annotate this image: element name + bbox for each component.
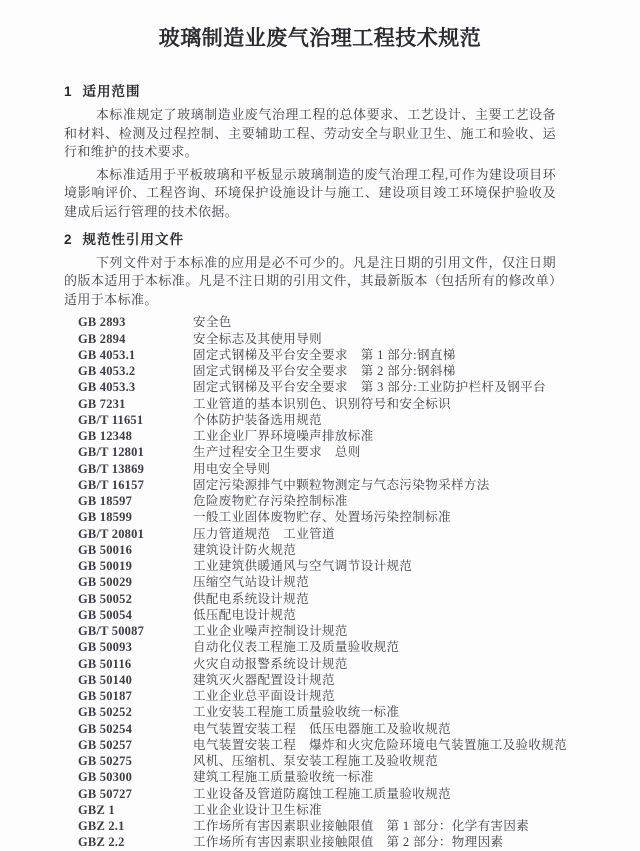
standard-code: GB 2894 xyxy=(78,331,126,346)
standard-code: GB 50252 xyxy=(78,705,133,720)
standard-code: GB 50019 xyxy=(78,559,133,574)
standard-row xyxy=(64,331,556,347)
standard-row xyxy=(64,396,556,412)
standard-row xyxy=(64,526,556,542)
section-heading xyxy=(64,231,556,248)
standard-row xyxy=(64,461,556,477)
standard-code: GB 50254 xyxy=(78,721,133,736)
section-normative-references xyxy=(64,231,568,851)
standard-row xyxy=(64,493,556,509)
standard-title: 工业企业噪声控制设计规范 xyxy=(193,624,348,639)
standard-code: GB 50187 xyxy=(78,689,133,704)
standard-title: 安全色 xyxy=(193,315,232,330)
standard-code: GB 50052 xyxy=(78,591,133,606)
standard-title: 安全标志及其使用导则 xyxy=(193,331,323,346)
standard-title: 工业设备及管道防腐蚀工程施工质量验收规范 xyxy=(193,786,452,801)
standard-code: GB/T 50087 xyxy=(78,624,145,639)
standard-row xyxy=(64,769,556,785)
document-content xyxy=(0,83,640,851)
section-number: 1 xyxy=(64,84,72,99)
paragraph: 下列文件对于本标准的应用是必不可少的。凡是注日期的引用文件，仅注日期的版本适用于本标准。凡是不注日期的引用文件，其最新版本（包括所有的修改单）适用于本标准。 xyxy=(64,254,556,307)
document-title: 玻璃制造业废气治理工程技术规范 xyxy=(158,27,482,50)
standard-title: 电气装置安装工程 低压电器施工及验收规范 xyxy=(193,721,452,736)
standard-title: 固定式钢梯及平台安全要求 第 2 部分:钢斜梯 xyxy=(193,364,456,379)
standard-code: GB 50140 xyxy=(78,672,133,687)
standard-row xyxy=(64,834,556,850)
standard-code: GB 50727 xyxy=(78,786,133,801)
section-number: 2 xyxy=(64,231,72,247)
standard-title: 工业管道的基本识别色、识别符号和安全标识 xyxy=(193,396,452,411)
standard-code: GB/T 13869 xyxy=(78,461,145,476)
standard-code: GB/T 12801 xyxy=(78,445,145,460)
standard-row xyxy=(64,412,556,428)
standards-list xyxy=(64,314,568,850)
standard-row xyxy=(64,623,556,639)
paragraph: 本标准适用于平板玻璃和平板显示玻璃制造的废气治理工程,可作为建设项目环境影响评价、工程咨询、环境保护设施设计与施工、建设项目竣工环境保护验收及建成后运行管理的技术依据。 xyxy=(64,166,556,219)
standard-code: GBZ 1 xyxy=(78,802,115,817)
standard-row xyxy=(64,607,556,623)
standard-title: 危险废物贮存污染控制标准 xyxy=(193,494,348,509)
standard-title: 生产过程安全卫生要求 总则 xyxy=(193,445,361,460)
standard-title: 火灾自动报警系统设计规范 xyxy=(193,656,348,671)
standard-code: GB 4053.2 xyxy=(78,364,136,379)
section-title: 适用范围 xyxy=(82,84,141,99)
standard-row xyxy=(64,347,556,363)
section-scope xyxy=(64,83,556,222)
standard-row xyxy=(64,542,556,558)
standard-row xyxy=(64,574,556,590)
standard-code: GB 50275 xyxy=(78,754,133,769)
standard-row xyxy=(64,704,556,720)
standard-title: 工作场所有害因素职业接触限值 第 2 部分：物理因素 xyxy=(193,835,504,850)
paragraph: 本标准规定了玻璃制造业废气治理工程的总体要求、工艺设计、主要工艺设备和材料、检测及过程控制、主要辅助工程、劳动安全与职业卫生、施工和验收、运行和维护的技术要求。 xyxy=(64,107,556,160)
standard-title: 建筑灭火器配置设计规范 xyxy=(193,672,335,687)
standard-title: 工业企业设计卫生标准 xyxy=(193,802,323,817)
standard-code: GB 12348 xyxy=(78,429,133,444)
standard-row xyxy=(64,721,556,737)
standard-code: GBZ 2.2 xyxy=(78,835,125,850)
standard-row xyxy=(64,753,556,769)
standard-code: GB 50016 xyxy=(78,542,133,557)
standard-code: GB 50093 xyxy=(78,640,133,655)
standard-code: GB/T 16157 xyxy=(78,477,145,492)
standard-title: 压缩空气站设计规范 xyxy=(193,575,310,590)
standard-row xyxy=(64,477,556,493)
standard-title: 建筑设计防火规范 xyxy=(193,542,297,557)
standard-row xyxy=(64,314,556,330)
standard-code: GB 2893 xyxy=(78,315,126,330)
standard-row xyxy=(64,363,556,379)
standard-title: 一般工业固体废物贮存、处置场污染控制标准 xyxy=(193,510,452,525)
standard-row xyxy=(64,818,556,834)
section-heading xyxy=(64,83,556,100)
section-title: 规范性引用文件 xyxy=(82,231,185,247)
standard-title: 建筑工程施工质量验收统一标准 xyxy=(193,770,374,785)
standard-row xyxy=(64,802,556,818)
standard-code: GB 4053.3 xyxy=(78,380,136,395)
standard-code: GB 50300 xyxy=(78,770,133,785)
standard-row xyxy=(64,509,556,525)
standard-row xyxy=(64,639,556,655)
standard-row xyxy=(64,444,556,460)
standard-row xyxy=(64,379,556,395)
standard-title: 工作场所有害因素职业接触限值 第 1 部分：化学有害因素 xyxy=(193,819,530,834)
standard-title: 工业企业厂界环境噪声排放标准 xyxy=(193,429,374,444)
standard-title: 电气装置安装工程 爆炸和火灾危险环境电气装置施工及验收规范 xyxy=(193,737,568,752)
standard-code: GB 50054 xyxy=(78,607,133,622)
standard-code: GB 50257 xyxy=(78,737,133,752)
standard-row xyxy=(64,558,556,574)
standard-title: 低压配电设计规范 xyxy=(193,607,297,622)
standard-title: 工业企业总平面设计规范 xyxy=(193,689,335,704)
standard-title: 工业安装工程施工质量验收统一标准 xyxy=(193,705,400,720)
standard-title: 个体防护装备选用规范 xyxy=(193,412,323,427)
standard-code: GB 18599 xyxy=(78,510,133,525)
standard-title: 固定式钢梯及平台安全要求 第 1 部分:钢直梯 xyxy=(193,347,456,362)
standard-row xyxy=(64,737,568,753)
standard-code: GB 7231 xyxy=(78,396,126,411)
standard-code: GB 4053.1 xyxy=(78,347,136,362)
standard-code: GB/T 11651 xyxy=(78,412,144,427)
standard-title: 固定污染源排气中颗粒物测定与气态污染物采样方法 xyxy=(193,477,490,492)
standard-title: 供配电系统设计规范 xyxy=(193,591,310,606)
standard-row xyxy=(64,786,556,802)
standard-title: 自动化仪表工程施工及质量验收规范 xyxy=(193,640,400,655)
standard-title: 用电安全导则 xyxy=(193,461,271,476)
standard-code: GB 50116 xyxy=(78,656,132,671)
standard-title: 工业建筑供暖通风与空气调节设计规范 xyxy=(193,559,413,574)
standard-title: 固定式钢梯及平台安全要求 第 3 部分:工业防护栏杆及钢平台 xyxy=(193,380,546,395)
standard-row xyxy=(64,591,556,607)
standard-row xyxy=(64,428,556,444)
standard-code: GBZ 2.1 xyxy=(78,819,125,834)
standard-title: 压力管道规范 工业管道 xyxy=(193,526,335,541)
standard-row xyxy=(64,656,556,672)
standard-row xyxy=(64,672,556,688)
standard-code: GB/T 20801 xyxy=(78,526,145,541)
standard-title: 风机、压缩机、泵安装工程施工及验收规范 xyxy=(193,754,439,769)
standard-code: GB 50029 xyxy=(78,575,133,590)
standard-code: GB 18597 xyxy=(78,494,133,509)
standard-row xyxy=(64,688,556,704)
